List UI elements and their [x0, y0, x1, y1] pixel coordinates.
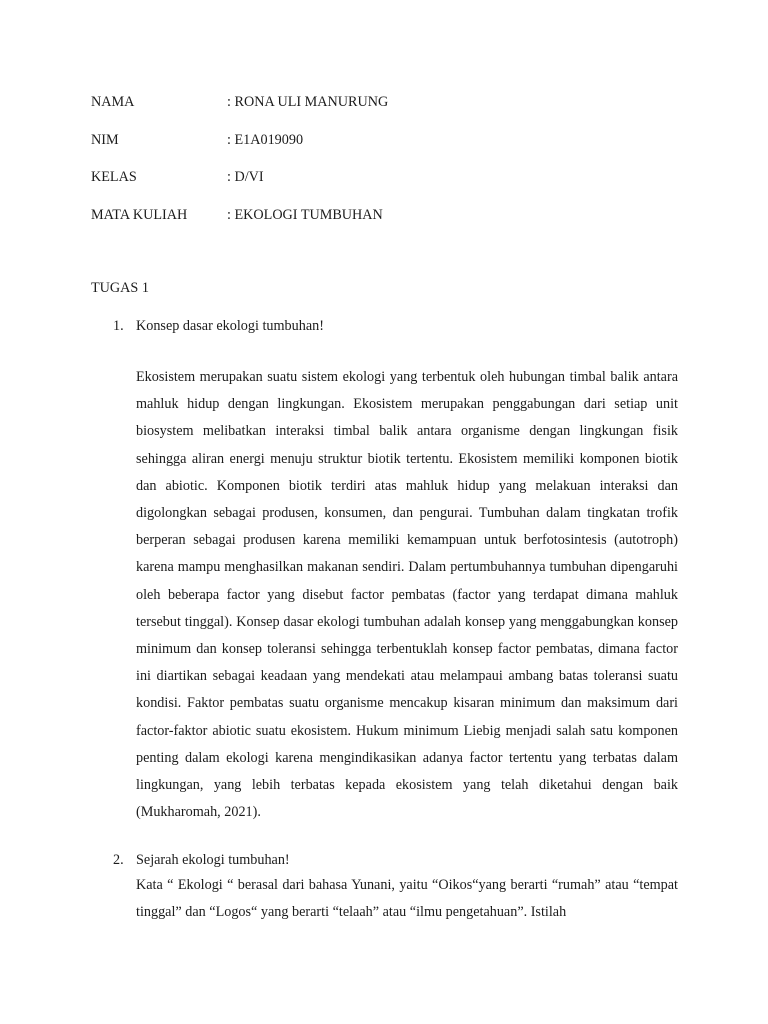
- mata-kuliah-value: : EKOLOGI TUMBUHAN: [227, 206, 383, 223]
- question-2-number: 2.: [113, 852, 124, 868]
- answer-1-paragraph: Ekosistem merupakan suatu sistem ekologi yang terbentuk oleh hubungan timbal balik antara mahluk hidup dengan lingkungan. Ekosistem merupakan penggabungan dari setiap unit biosystem melibatkan interaksi timbal balik antara organisme dengan lingkungan fisik sehingga aliran energi menuju struktur biotik tertentu. Ekosistem memiliki komponen biotik dan abiotic. Komponen biotik terdiri atas mahluk hidup yang melakuan interaksi dan digolongkan sebagai produsen, konsumen, dan pengurai. Tumbuhan dalam tingkatan trofik berperan sebagai produsen karena memiliki kemampuan untuk berfotosintesis (autotroph) karena mampu menghasilkan makanan sendiri. Dalam pertumbuhannya tumbuhan dipengaruhi oleh beberapa factor yang disebut factor pembatas (factor yang terdapat dimana mahluk tersebut tinggal). Konsep dasar ekologi tumbuhan adalah konsep yang menggabungkan konsep minimum dan konsep toleransi sehingga terbentuklah konsep factor pembatas, dimana factor ini diartikan sebagai keadaan yang mendekati atau melampaui ambang batas toleransi suatu kondisi. Faktor pembatas suatu organisme mencakup kisaran minimum dan maksimum dari factor-faktor abiotic suatu ekosistem. Hukum minimum Liebig menjadi salah satu komponen penting dalam ekologi karena mengindikasikan adanya factor tertentu yang terbatas dalam lingkungan, yang lebih terbatas kepada ekosistem yang telah diketahui dengan baik (Mukharomah, 2021).: [136, 369, 678, 821]
- nim-label: NIM: [91, 131, 119, 148]
- kelas-value: : D/VI: [227, 169, 264, 185]
- mata-kuliah-label: MATA KULIAH: [91, 206, 188, 223]
- question-2-text: Sejarah ekologi tumbuhan!: [136, 852, 290, 868]
- question-1-text: Konsep dasar ekologi tumbuhan!: [136, 318, 324, 334]
- nim-value: : E1A019090: [227, 131, 304, 148]
- identity-row-kelas: [91, 167, 651, 205]
- answer-2-paragraph: Kata “ Ekologi “ berasal dari bahasa Yunani, yaitu “Oikos“yang berarti “rumah” atau “tempat tinggal” dan “Logos“ yang berarti “telaah” atau “ilmu pengetahuan”. Istilah: [136, 877, 678, 921]
- identity-block: [91, 92, 651, 242]
- identity-row-name: [91, 92, 651, 130]
- identity-row-nim: [91, 130, 651, 168]
- kelas-label: KELAS: [91, 169, 137, 185]
- identity-row-mata-kuliah: [91, 205, 651, 243]
- name-value: : RONA ULI MANURUNG: [227, 94, 389, 110]
- task-title: TUGAS 1: [91, 280, 149, 296]
- name-label: NAMA: [91, 94, 135, 110]
- question-1-number: 1.: [113, 318, 124, 334]
